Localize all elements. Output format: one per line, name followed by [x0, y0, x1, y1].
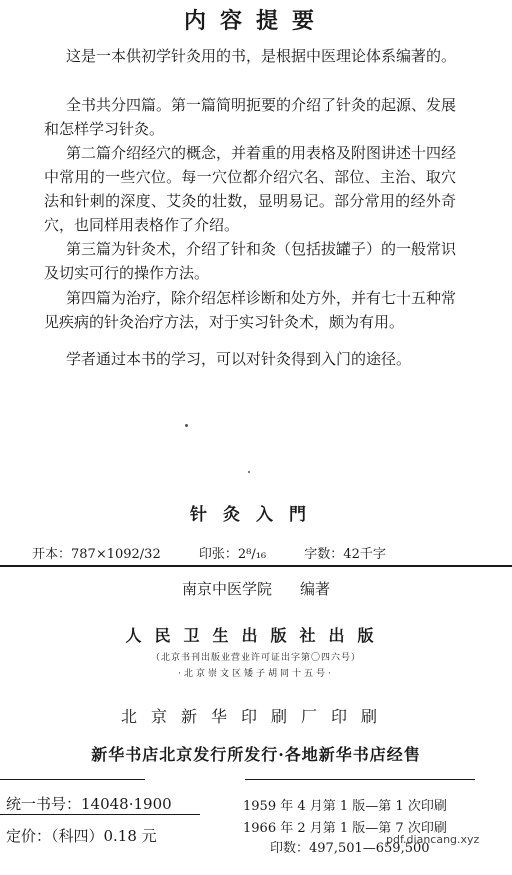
format-spec: 开本：787×1092/32	[32, 547, 161, 562]
book-number: 统一书号：14048·1900	[6, 795, 172, 813]
summary-paragraph-4: 第三篇为针灸术，介绍了针和灸（包括拔罐子）的一般常识及切实可行的操作方法。	[44, 240, 457, 282]
edition-current: 1966 年 2 月第 1 版—第 7 次印刷	[243, 821, 447, 836]
author-line	[0, 578, 512, 599]
summary-paragraph-3: 第二篇介绍经穴的概念，并着重的用表格及附图讲述十四经中常用的一些穴位。每一穴位都介绍穴名、部位、主治、取穴法和针刺的深度、艾灸的壮数，显明易记。部分常用的经外奇穴，也同样用表格作了介绍。	[44, 144, 457, 234]
scan-speck	[185, 424, 188, 427]
print-run: 印数：497,501—659,500	[270, 841, 430, 856]
summary-paragraph-2: 全书共分四篇。第一篇简明扼要的介绍了针灸的起源、发展和怎样学习针灸。	[44, 96, 457, 138]
divider-right	[245, 779, 475, 780]
edition-first: 1959 年 4 月第 1 版—第 1 次印刷	[243, 799, 447, 814]
publisher-address: ·北京崇文区矮子胡同十五号·	[178, 669, 334, 679]
author-role: 编著	[300, 580, 331, 598]
printer: 北京新华印刷厂印刷	[120, 707, 391, 726]
book-title: 针灸入門	[190, 505, 322, 525]
price: 定价：（科四）0.18 元	[6, 827, 157, 845]
summary-paragraph-5: 第四篇为治疗，除介绍怎样诊断和处方外，并有七十五种常见疾病的针灸治疗方法，对于实习针灸术，颇为有用。	[44, 289, 457, 331]
scan-speck	[248, 471, 250, 473]
publisher-license: （北京书刊出版业营业许可证出字第〇四六号）	[150, 653, 361, 663]
summary-paragraph-1: 这是一本供初学针灸用的书，是根据中医理论体系编著的。	[66, 47, 457, 65]
word-count-spec: 字数：42千字	[304, 547, 386, 562]
divider-price	[0, 814, 200, 815]
distributor: 新华书店北京发行所发行·各地新华书店经售	[91, 745, 421, 764]
sheets-spec: 印张：2⁸/₁₆	[198, 547, 267, 562]
watermark: pdf.diancang.xyz	[386, 833, 480, 846]
divider-left	[0, 779, 145, 780]
publisher: 人民卫生出版社出版	[125, 626, 387, 645]
spec-row	[32, 543, 472, 562]
summary-heading: 内容提要	[183, 8, 328, 34]
author-org: 南京中医学院	[181, 580, 272, 598]
summary-paragraph-6: 学者通过本书的学习，可以对针灸得到入门的途径。	[66, 350, 412, 368]
colophon-divider	[0, 565, 512, 567]
